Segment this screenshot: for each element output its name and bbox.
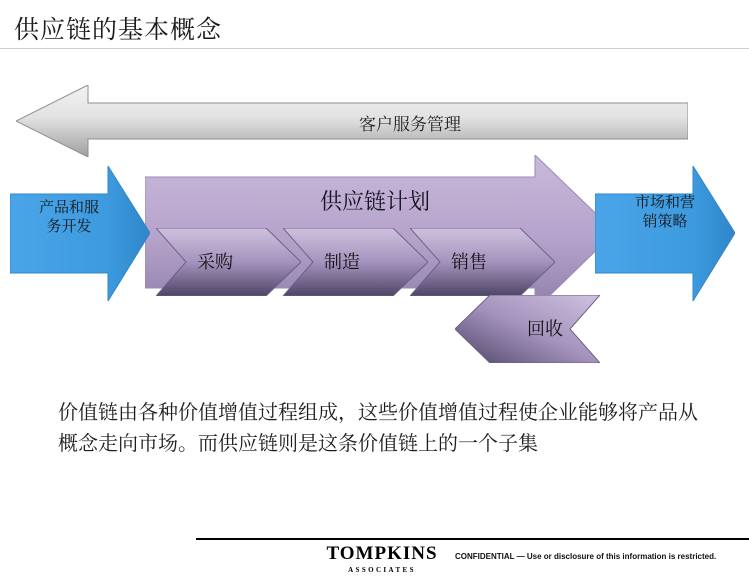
input-arrow <box>10 166 150 301</box>
tompkins-logo <box>322 543 442 574</box>
plan-arrow-label: 供应链计划 <box>319 189 430 214</box>
footer-divider <box>196 538 749 540</box>
title-divider <box>0 48 749 49</box>
process-step-2-label: 制造 <box>324 252 360 272</box>
process-step-4 <box>455 295 600 363</box>
process-step-3-label: 销售 <box>451 252 487 272</box>
process-step-1-label: 采购 <box>197 252 233 272</box>
input-arrow-label: 产品和服 务开发 <box>38 200 99 235</box>
process-step-2 <box>283 228 428 296</box>
supply-chain-diagram <box>0 55 749 395</box>
logo-subtitle: ASSOCIATES <box>348 566 416 574</box>
body-paragraph: 价值链由各种价值增值过程组成，这些价值增值过程使企业能够将产品从概念走向市场。而供应链则是这条价值链上的一个子集 <box>58 402 698 455</box>
page-title: 供应链的基本概念 <box>14 17 223 44</box>
process-step-3 <box>410 228 555 296</box>
customer-service-label: 客户服务管理 <box>359 115 461 134</box>
output-arrow <box>595 166 735 301</box>
output-arrow-label: 市场和营 销策略 <box>634 195 695 230</box>
logo-wordmark: TOMPKINS <box>326 543 438 564</box>
confidential-notice: CONFIDENTIAL — Use or disclosure of this information is restricted. <box>455 552 717 561</box>
process-step-1 <box>156 228 301 296</box>
customer-service-arrow <box>16 85 688 157</box>
process-step-4-label: 回收 <box>527 319 563 339</box>
